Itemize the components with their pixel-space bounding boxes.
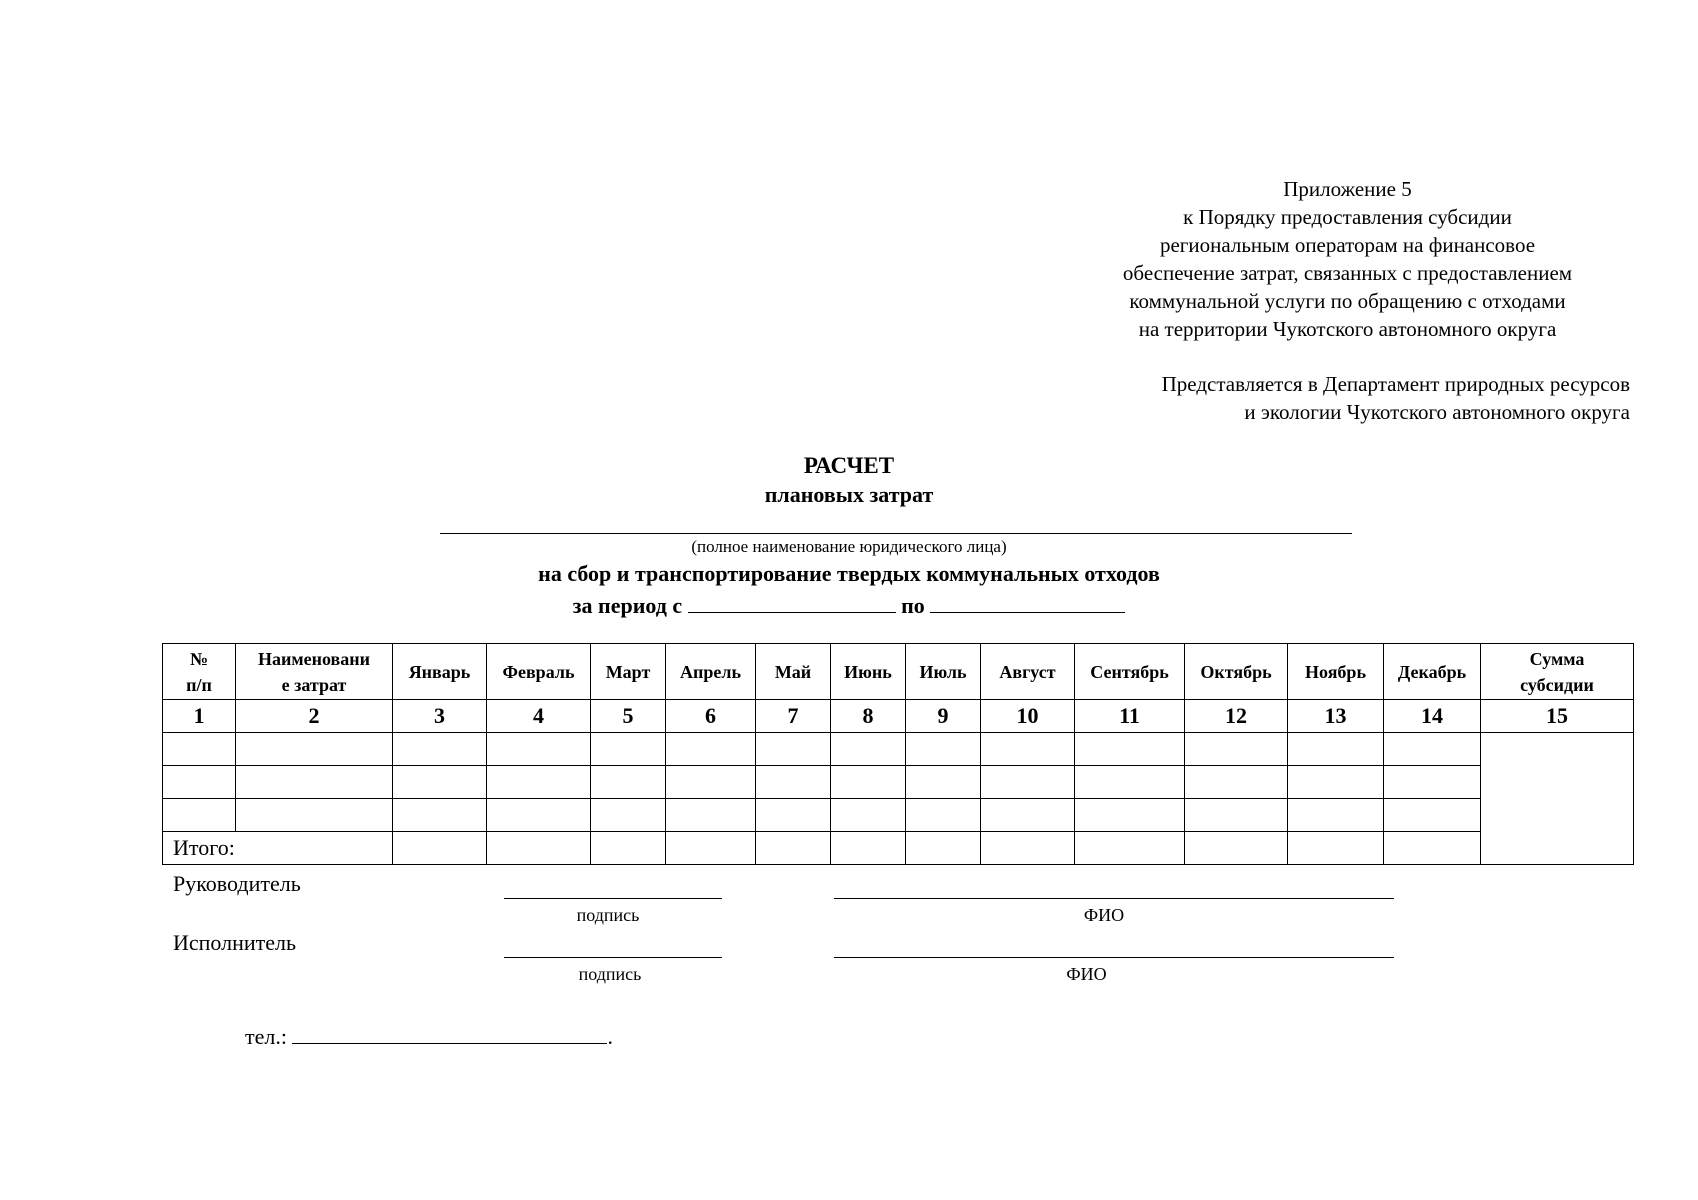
header-row (163, 644, 1634, 700)
table-cell[interactable] (906, 733, 981, 766)
appendix-line: Приложение 5 (1283, 177, 1412, 201)
period-from-field[interactable] (688, 590, 896, 613)
table-cell[interactable] (666, 766, 756, 799)
appendix-line: региональным операторам на финансовое (1159, 233, 1536, 257)
submission-line: и экологии Чукотского автономного округа (1244, 400, 1630, 424)
table-cell[interactable] (1288, 799, 1384, 832)
table-cell[interactable] (236, 799, 393, 832)
table-cell[interactable] (236, 733, 393, 766)
total-cell[interactable] (906, 832, 981, 865)
table-row (163, 733, 1634, 766)
column-number: 13 (1288, 700, 1384, 733)
phone-field[interactable] (292, 1021, 607, 1044)
table-cell[interactable] (163, 799, 236, 832)
table-cell[interactable] (1384, 733, 1481, 766)
table-cell[interactable] (756, 733, 831, 766)
table-cell[interactable] (906, 766, 981, 799)
period-from-label: за период с (572, 593, 683, 618)
table-cell[interactable] (666, 733, 756, 766)
table-cell[interactable] (981, 766, 1075, 799)
executor-signature-caption: подпись (578, 964, 642, 984)
head-signature-line[interactable] (504, 898, 722, 899)
table-row (163, 766, 1634, 799)
table-cell[interactable] (163, 766, 236, 799)
executor-name-line[interactable] (834, 957, 1394, 958)
column-number: 14 (1384, 700, 1481, 733)
appendix-line: к Порядку предоставления субсидии (1183, 205, 1512, 229)
appendix-line: обеспечение затрат, связанных с предоставлением (1122, 261, 1573, 285)
table-cell[interactable] (163, 733, 236, 766)
total-cell[interactable] (981, 832, 1075, 865)
table-cell[interactable] (591, 799, 666, 832)
total-row (163, 832, 1634, 865)
column-number: 11 (1075, 700, 1185, 733)
table-cell[interactable] (1185, 733, 1288, 766)
table-row (163, 799, 1634, 832)
total-cell[interactable] (666, 832, 756, 865)
column-number: 9 (906, 700, 981, 733)
executor-name-caption: ФИО (1066, 964, 1107, 984)
table-cell[interactable] (1185, 799, 1288, 832)
total-cell[interactable] (1185, 832, 1288, 865)
head-signature-caption: подпись (576, 905, 640, 925)
submission-block (1035, 370, 1630, 426)
header-cell: Январь (393, 644, 487, 700)
table-cell[interactable] (981, 799, 1075, 832)
period-line (0, 590, 1698, 619)
header-cell: Ноябрь (1288, 644, 1384, 700)
total-label: Итого: (163, 832, 393, 865)
column-number: 12 (1185, 700, 1288, 733)
appendix-block (1035, 175, 1660, 343)
table-cell[interactable] (1185, 766, 1288, 799)
entity-name-caption: (полное наименование юридического лица) (691, 537, 1007, 556)
total-cell[interactable] (1384, 832, 1481, 865)
header-cell: Июнь (831, 644, 906, 700)
column-number: 2 (236, 700, 393, 733)
column-number: 7 (756, 700, 831, 733)
table-cell[interactable] (831, 766, 906, 799)
costs-table (162, 643, 1634, 865)
period-to-label: по (901, 593, 925, 618)
table-cell[interactable] (831, 733, 906, 766)
column-number: 1 (163, 700, 236, 733)
appendix-line: коммунальной услуги по обращению с отходами (1129, 289, 1566, 313)
header-cell: Октябрь (1185, 644, 1288, 700)
table-cell[interactable] (591, 733, 666, 766)
table-cell[interactable] (591, 766, 666, 799)
column-number-row (163, 700, 1634, 733)
subject-line: на сбор и транспортирование твердых коммунальных отходов (538, 561, 1160, 586)
table-cell[interactable] (487, 799, 591, 832)
column-number: 8 (831, 700, 906, 733)
period-to-field[interactable] (930, 590, 1125, 613)
table-cell[interactable] (1075, 733, 1185, 766)
table-cell[interactable] (1288, 766, 1384, 799)
table-cell[interactable] (393, 799, 487, 832)
table-cell[interactable] (393, 766, 487, 799)
table-cell[interactable] (756, 799, 831, 832)
table-cell[interactable] (666, 799, 756, 832)
table-cell[interactable] (831, 799, 906, 832)
document-title: РАСЧЕТ (803, 453, 895, 478)
column-number: 15 (1481, 700, 1634, 733)
total-cell[interactable] (756, 832, 831, 865)
entity-name-line[interactable] (440, 533, 1352, 534)
column-number: 10 (981, 700, 1075, 733)
header-cell: Сумма субсидии (1481, 644, 1634, 700)
header-cell: Февраль (487, 644, 591, 700)
executor-label: Исполнитель (173, 930, 297, 955)
head-label: Руководитель (173, 871, 301, 896)
table-cell[interactable] (487, 733, 591, 766)
table-cell[interactable] (1384, 799, 1481, 832)
header-cell: Май (756, 644, 831, 700)
total-cell[interactable] (831, 832, 906, 865)
subsidy-sum-cell[interactable] (1481, 733, 1634, 865)
header-cell: Наименовани е затрат (236, 644, 393, 700)
appendix-line: на территории Чукотского автономного округа (1138, 317, 1557, 341)
total-cell[interactable] (591, 832, 666, 865)
total-cell[interactable] (393, 832, 487, 865)
table-cell[interactable] (1075, 766, 1185, 799)
table-cell[interactable] (487, 766, 591, 799)
header-cell: Декабрь (1384, 644, 1481, 700)
total-cell[interactable] (1075, 832, 1185, 865)
table-cell[interactable] (1384, 766, 1481, 799)
head-name-line[interactable] (834, 898, 1394, 899)
header-cell: № п/п (163, 644, 236, 700)
table-cell[interactable] (906, 799, 981, 832)
table-cell[interactable] (981, 733, 1075, 766)
table-cell[interactable] (756, 766, 831, 799)
table-cell[interactable] (393, 733, 487, 766)
executor-signature-line[interactable] (504, 957, 722, 958)
head-name-caption: ФИО (1083, 905, 1125, 925)
header-cell: Апрель (666, 644, 756, 700)
header-cell: Июль (906, 644, 981, 700)
header-cell: Август (981, 644, 1075, 700)
total-cell[interactable] (1288, 832, 1384, 865)
column-number: 5 (591, 700, 666, 733)
phone-row (245, 1021, 613, 1050)
column-number: 6 (666, 700, 756, 733)
table-cell[interactable] (1075, 799, 1185, 832)
submission-line: Представляется в Департамент природных ресурсов (1161, 372, 1630, 396)
total-cell[interactable] (487, 832, 591, 865)
header-cell: Сентябрь (1075, 644, 1185, 700)
column-number: 4 (487, 700, 591, 733)
table-cell[interactable] (236, 766, 393, 799)
document-subtitle: плановых затрат (764, 482, 934, 507)
phone-label: тел.: (245, 1024, 287, 1049)
phone-suffix: . (607, 1024, 613, 1049)
table-cell[interactable] (1288, 733, 1384, 766)
header-cell: Март (591, 644, 666, 700)
column-number: 3 (393, 700, 487, 733)
